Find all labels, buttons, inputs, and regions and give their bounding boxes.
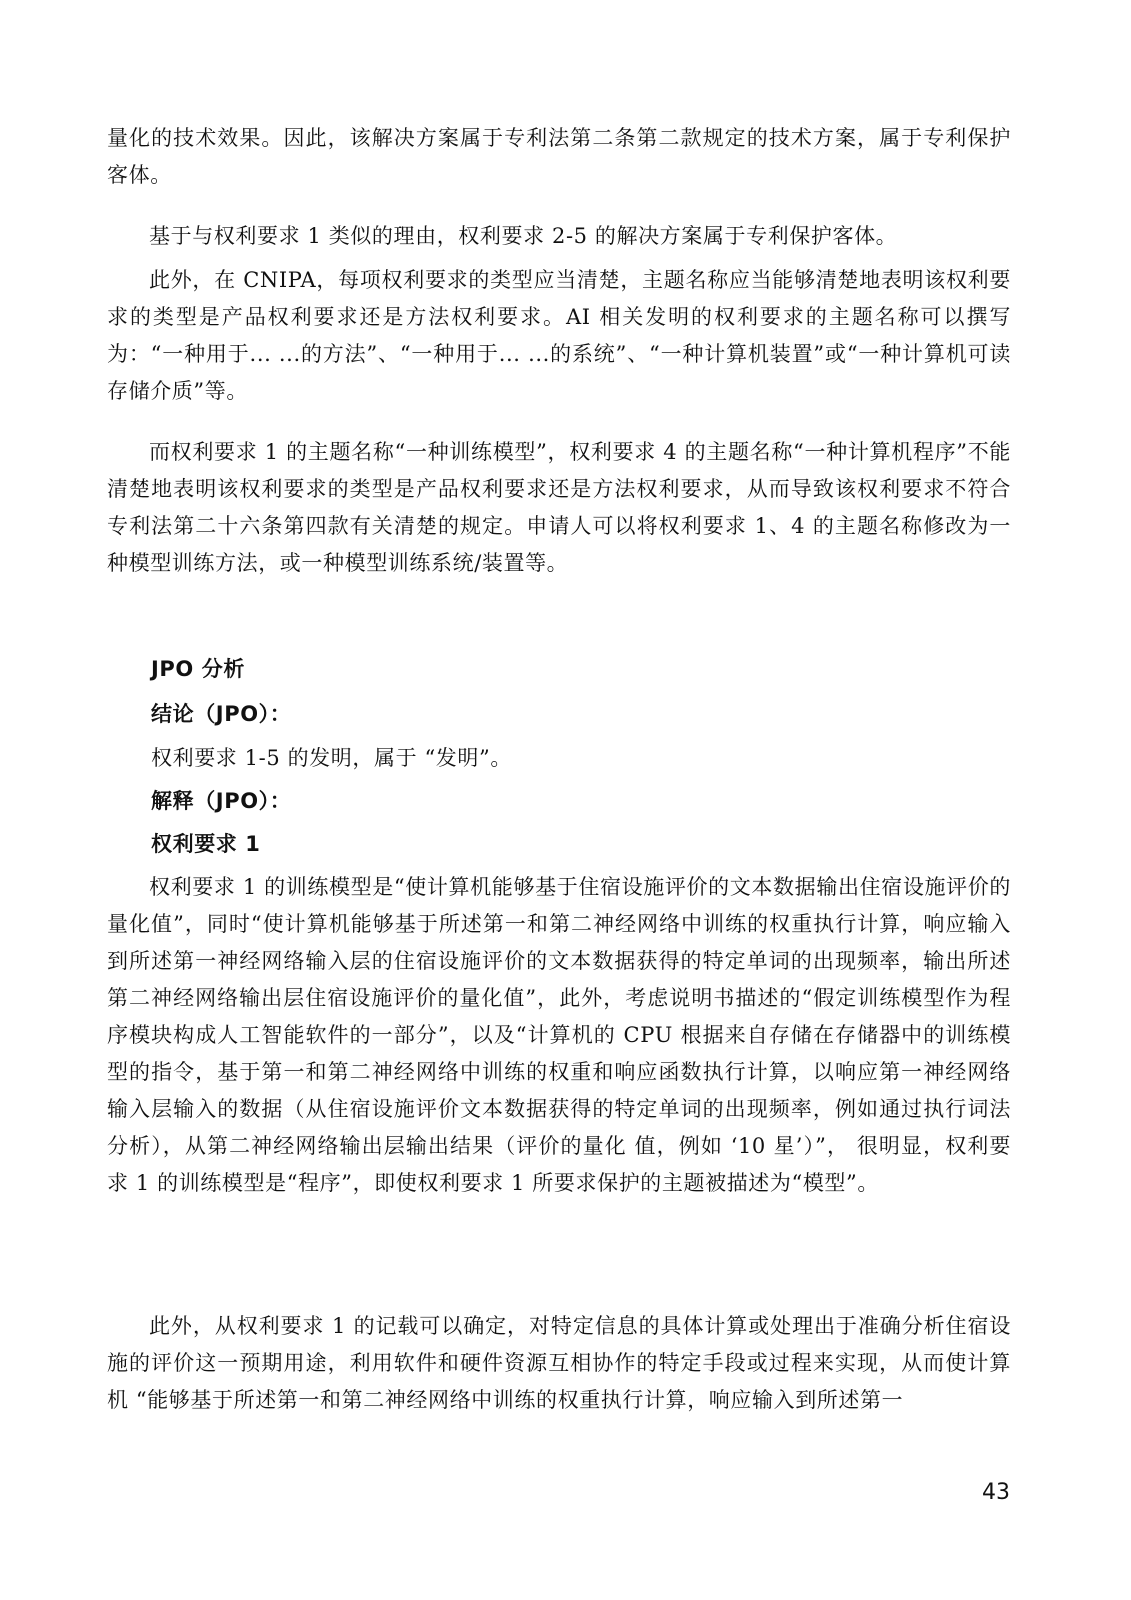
jpo-conclusion-text: 权利要求 1-5 的发明，属于 “发明”。 (151, 746, 512, 770)
jpo-conclusion-label: 结论（JPO）： (151, 702, 292, 726)
jpo-analysis-title: JPO 分析 (151, 657, 245, 681)
paragraph-technical-effect: 量化的技术效果。因此，该解决方案属于专利法第二条第二款规定的技术方案，属于专利保护客体。 (107, 126, 1011, 187)
claim-1-heading: 权利要求 1 (151, 832, 261, 856)
paragraph-claim-1-4-subject: 而权利要求 1 的主题名称“一种训练模型”，权利要求 4 的主题名称“一种计算机程序”不能清楚地表明该权利要求的类型是产品权利要求还是方法权利要求，从而导致该权利要求不符合专利法第二十六条第四款有关清楚的规定。申请人可以将权利要求 1、4 的主题名称修改为一种模型训练方法，或一种模型训练系统/装置等。 (107, 440, 1011, 575)
page-number: 43 (982, 1480, 1010, 1505)
paragraph-claims-2-5: 基于与权利要求 1 类似的理由，权利要求 2-5 的解决方案属于专利保护客体。 (149, 224, 898, 248)
paragraph-jpo-claim-1-analysis: 权利要求 1 的训练模型是“使计算机能够基于住宿设施评价的文本数据输出住宿设施评价的量化值”，同时“使计算机能够基于所述第一和第二神经网络中训练的权重执行计算，响应输入到所述第一神经网络输入层的住宿设施评价的文本数据获得的特定单词的出现频率，输出所述第二神经网络输出层住宿设施评价的量化值”，此外，考虑说明书描述的“假定训练模型作为程序模块构成人工智能软件的一部分”，以及“计算机的 CPU 根据来自存储在存储器中的训练模型的指令，基于第一和第二神经网络中训练的权重和响应函数执行计算，以响应第一神经网络输入层输入的数据（从住宿设施评价文本数据获得的特定单词的出现频率，例如通过执行词法分析），从第二神经网络输出层输出结果（评价的量化 值，例如 ‘10 星’）”， 很明显，权利要求 1 的训练模型是“程序”，即使权利要求 1 所要求保护的主题被描述为“模型”。 (107, 875, 1011, 1195)
paragraph-cnipa-claim-type: 此外，在 CNIPA，每项权利要求的类型应当清楚，主题名称应当能够清楚地表明该权利要求的类型是产品权利要求还是方法权利要求。AI 相关发明的权利要求的主题名称可以撰写为：“一种用于... ...的方法”、“一种用于... ...的系统”、“一种计算机装置”或“一种计算机可读存储介质”等。 (107, 268, 1011, 403)
jpo-explanation-label: 解释（JPO）： (151, 789, 292, 813)
paragraph-jpo-claim-1-specific-means: 此外，从权利要求 1 的记载可以确定，对特定信息的具体计算或处理出于准确分析住宿设施的评价这一预期用途，利用软件和硬件资源互相协作的特定手段或过程来实现，从而使计算机 “能够基于所述第一和第二神经网络中训练的权重执行计算，响应输入到所述第一 (107, 1314, 1011, 1412)
